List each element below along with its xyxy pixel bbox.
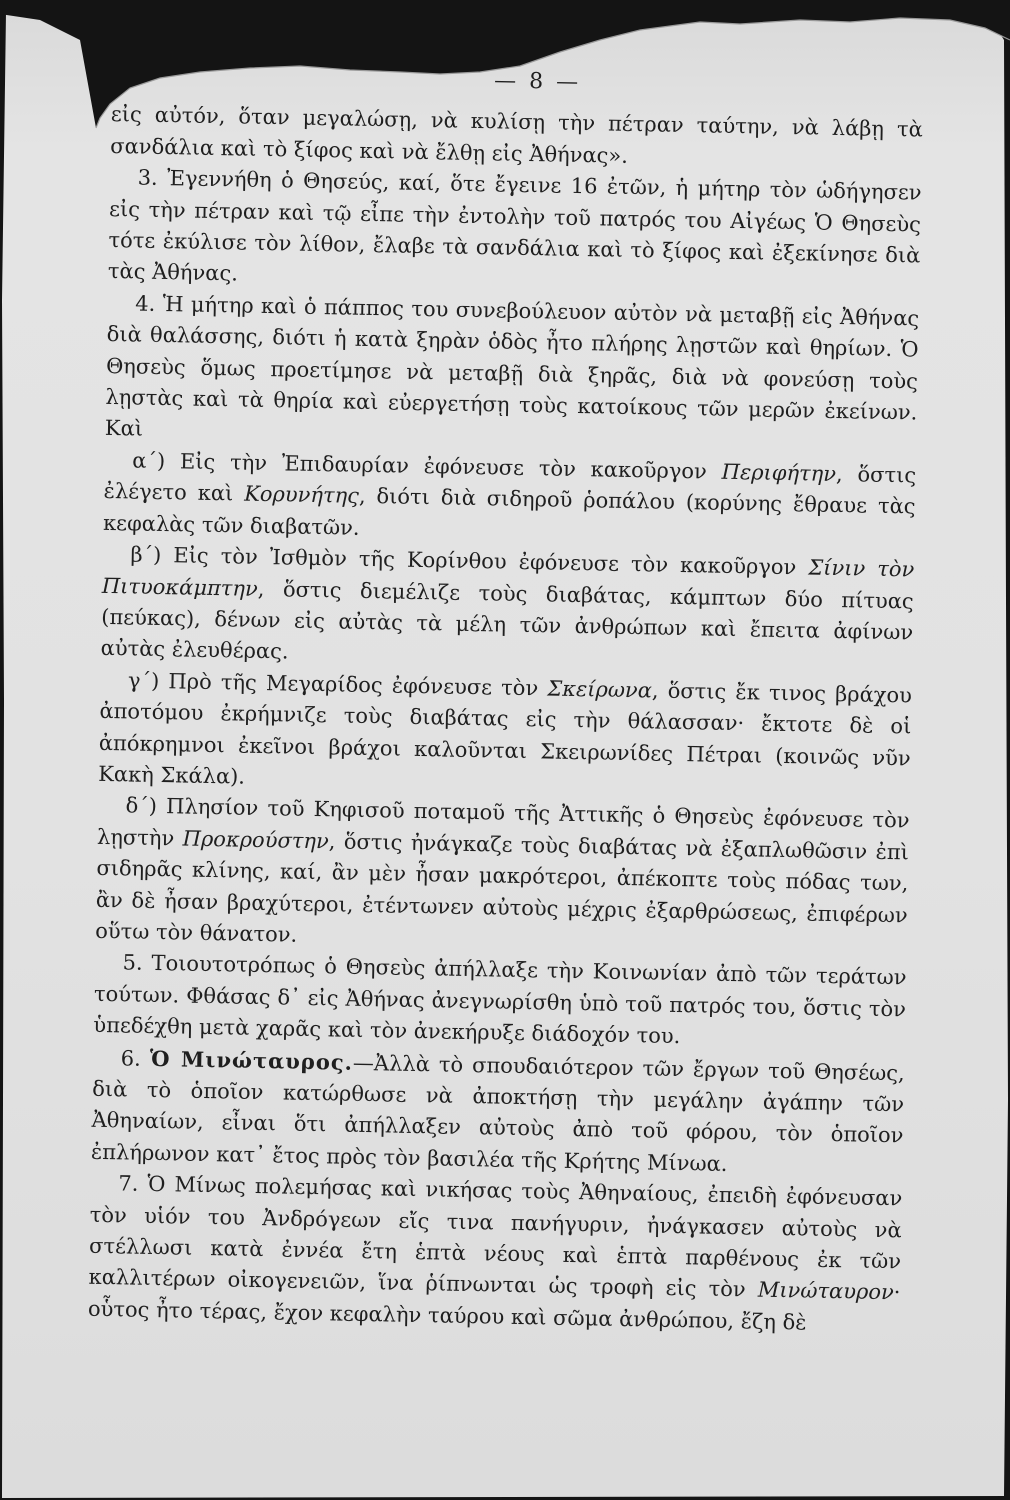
list-item-c-lead: γ΄) Πρὸ τῆς Μεγαρίδος ἐφόνευσε τὸν	[127, 668, 548, 701]
list-item-a-lead: α΄) Εἰς τὴν Ἐπιδαυρίαν ἐφόνευσε τὸν κακοῦργον	[132, 448, 722, 484]
list-item-a	[103, 445, 917, 555]
paragraph-6-text: —Ἀλλὰ τὸ σπουδαιότερον τῶν ἔργων τοῦ Θησέως, διὰ τὸ ὁποῖον κατώρθωσε νὰ ἀποκτήσῃ τὴν μεγάλην ἀγάπην τῶν Ἀθηναίων, εἶναι ὅτι ἀπήλλαξεν αὐτοὺς ἀπὸ τοῦ φόρου, τὸν ὁποῖον ἐπλήρωνον κατ᾽ ἔτος πρὸς τὸν βασιλέα τῆς Κρήτης Μίνωα.	[90, 1050, 905, 1176]
section-heading-minotaur: Ὁ Μινώταυρος.	[149, 1045, 354, 1075]
paragraph-7-tail: · οὗτος ἦτο τέρας, ἔχον κεφαλὴν ταύρου καὶ σῶμα ἀνθρώπου, ἔζη δὲ	[87, 1280, 901, 1335]
list-item-d-tail: , ὅστις ἠνάγκαζε τοὺς διαβάτας νὰ ἐξαπλωθῶσιν ἐπὶ σιδηρᾶς κλίνης, καί, ἂν μὲν ἦσαν μακρότεροι, ἀπέκοπτε τοὺς πόδας των, ἂν δὲ ἦσαν βραχύτεροι, ἐτέντωνεν αὐτοὺς μέχρις ἐξαρθρώσεως, ἐπιφέρων οὕτω τὸν θάνατον.	[95, 829, 910, 947]
list-item-b-lead: β΄) Εἰς τὸν Ἰσθμὸν τῆς Κορίνθου ἐφόνευσε τὸν κακοῦργον	[130, 542, 809, 580]
list-item-b-tail: , ὅστις διεμέλιζε τοὺς διαβάτας, κάμπτων δύο πίτυας (πεύκας), δένων εἰς αὐτὰς τὰ μέλη τῶν ἀνθρώπων καὶ ἔπειτα ἀφίνων αὐτὰς ἐλευθέρας.	[100, 576, 914, 664]
paragraph-continuation: εἰς αὐτόν, ὅταν μεγαλώσῃ, νὰ κυλίσῃ τὴν πέτραν ταύτην, νὰ λάβῃ τὰ σανδάλια καὶ τὸ ξίφος καὶ νὰ ἔλθῃ εἰς Ἀθήνας».	[110, 102, 923, 168]
list-item-d	[95, 790, 910, 963]
paragraph-5: 5. Τοιουτοτρόπως ὁ Θησεὺς ἀπήλλαξε τὴν Κοινωνίαν ἀπὸ τῶν τεράτων τούτων. Φθάσας δ᾽ εἰς Ἀθήνας ἀνεγνωρίσθη ὑπὸ τοῦ πατρός του, ὅστις τὸν ὑπεδέχθη μετὰ χαρᾶς καὶ τὸν ἀνεκήρυξε διάδοχόν του.	[93, 950, 907, 1049]
paragraph-6	[91, 1041, 905, 1183]
list-item-a-mid: , ὅστις ἐλέγετο καὶ	[103, 461, 917, 506]
paragraph-7	[88, 1168, 903, 1341]
name-skiron: Σκείρωνα	[547, 676, 653, 703]
name-sinis: Σίνιν τὸν Πιτυοκάμπτην	[101, 555, 915, 601]
page-text-block	[88, 58, 924, 1341]
page-number: — 8 —	[493, 68, 582, 96]
name-minotaur: Μινώταυρον	[757, 1278, 894, 1305]
list-item-a-tail: , διότι διὰ σιδηροῦ ῥοπάλου (κορύνης ἔθραυε τὰς κεφαλὰς τῶν διαβατῶν.	[102, 484, 916, 540]
paragraph-6-number: 6.	[120, 1045, 151, 1071]
list-item-d-lead: δ΄) Πλησίον τοῦ Κηφισοῦ ποταμοῦ τῆς Ἀττικῆς ὁ Θησεὺς ἐφόνευσε τὸν λῃστὴν	[96, 793, 910, 851]
name-procrustes: Προκρούστην	[182, 826, 330, 854]
paragraph-3: 3. Ἐγεννήθη ὁ Θησεύς, καί, ὅτε ἔγεινε 16 ἐτῶν, ἡ μήτηρ τὸν ὡδήγησεν εἰς τὴν πέτραν καὶ τῷ εἶπε τὴν ἐντολὴν τοῦ πατρός του Αἰγέως Ὁ Θησεὺς τότε ἐκύλισε τὸν λίθον, ἔλαβε τὰ σανδάλια καὶ τὸ ξίφος καὶ ἐξεκίνησε διὰ τὰς Ἀθήνας.	[107, 165, 922, 286]
list-item-c-tail: , ὅστις ἔκ τινος βράχου ἀποτόμου ἐκρήμνιζε τοὺς διαβάτας εἰς τὴν θάλασσαν· ἔκτοτε δὲ οἱ ἀπόκρημνοι ἐκεῖνοι βράχοι καλοῦνται Σκειρωνίδες Πέτραι (κοινῶς νῦν Κακὴ Σκάλα).	[98, 678, 913, 789]
paragraph-7-lead: 7. Ὁ Μίνως πολεμήσας καὶ νικήσας τοὺς Ἀθηναίους, ἐπειδὴ ἐφόνευσαν τὸν υἱόν του Ἀνδρόγεων εἴς τινα πανήγυριν, ἠνάγκασεν αὐτοὺς νὰ στέλλωσι κατὰ ἐννέα ἔτη ἑπτὰ νέους καὶ ἑπτὰ παρθένους ἐκ τῶν καλλιτέρων οἰκογενειῶν, ἵνα ῥίπνωνται ὡς τροφὴ εἰς τὸν	[88, 1171, 903, 1303]
name-periphetes: Περιφήτην	[721, 459, 837, 486]
list-item-b	[100, 539, 914, 680]
list-item-c	[98, 665, 912, 806]
paragraph-4: 4. Ἡ μήτηρ καὶ ὁ πάππος του συνεβούλευον αὐτὸν νὰ μεταβῇ εἰς Ἀθήνας διὰ θαλάσσης, διότι ἡ κατὰ ξηρὰν ὁδὸς ἦτο πλήρης λῃστῶν καὶ θηρίων. Ὁ Θησεὺς ὅμως προετίμησε νὰ μεταβῇ διὰ ξηρᾶς, διὰ νὰ φονεύσῃ τοὺς λῃστὰς καὶ τὰ θηρία καὶ εὐεργετήσῃ τοὺς κατοίκους τῶν μερῶν ἐκείνων. Καὶ	[104, 291, 920, 442]
name-korynetes: Κορυνήτης	[243, 481, 360, 509]
